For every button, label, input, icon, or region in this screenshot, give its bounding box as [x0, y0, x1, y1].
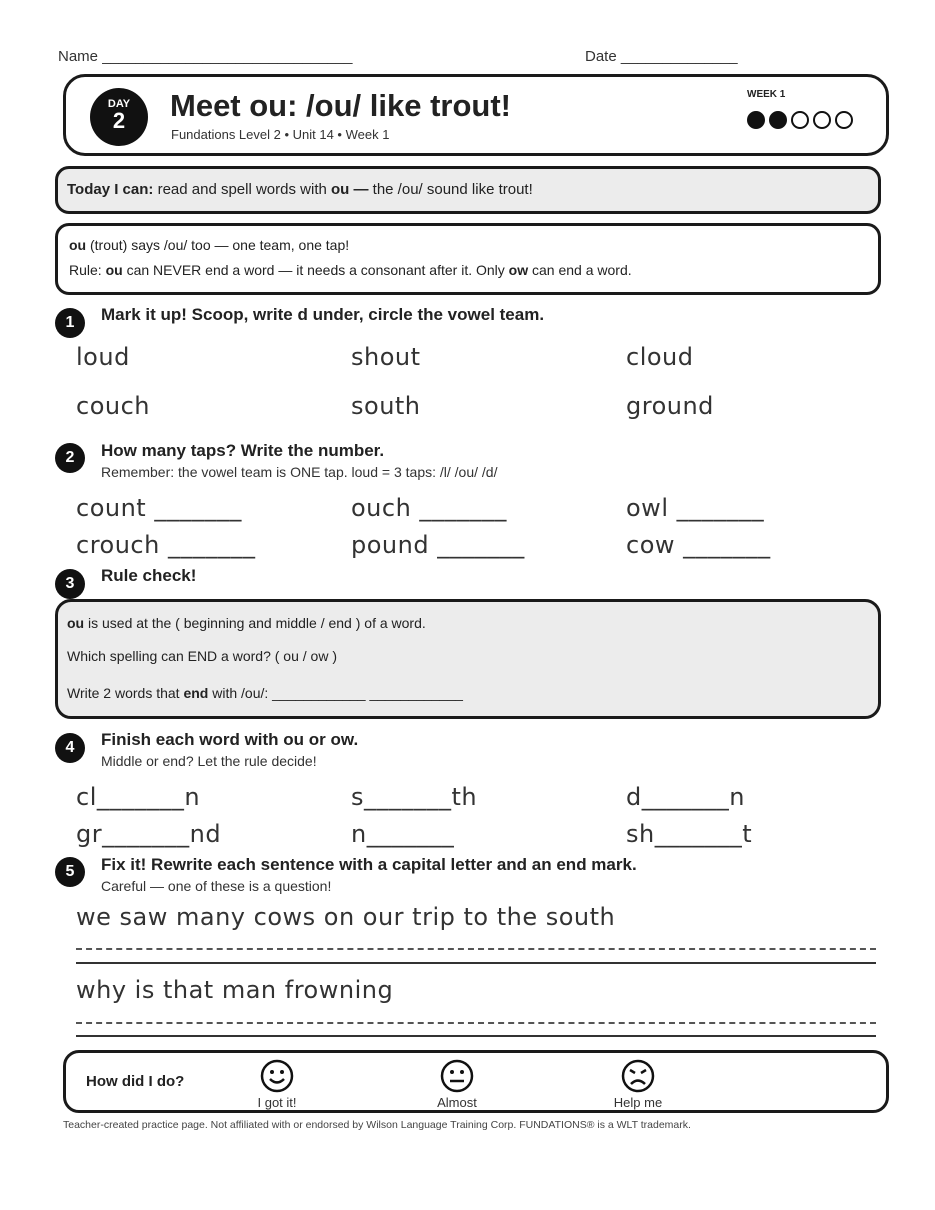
today-text-a: read and spell words with	[153, 181, 331, 198]
week-progress-dots	[747, 111, 857, 129]
q2-tap-item[interactable]: ouch _______	[351, 494, 507, 522]
q1-word[interactable]: shout	[351, 343, 421, 371]
q2-tap-item[interactable]: count _______	[76, 494, 242, 522]
day-number: 2	[112, 108, 126, 133]
question-5-number: 5	[55, 857, 85, 887]
q3-l3-a: Write 2 words that	[67, 685, 184, 701]
week-dot-4	[813, 111, 831, 129]
question-2-title: How many taps? Write the number.	[101, 441, 385, 460]
rule-check-line-2[interactable]: Which spelling can END a word? ( ou / ow )	[67, 648, 337, 664]
week-dot-3	[791, 111, 809, 129]
week-dot-5	[835, 111, 853, 129]
rule-line-1	[69, 237, 349, 253]
q1-word[interactable]: south	[351, 392, 421, 420]
week-label: WEEK 1	[747, 89, 786, 100]
rule-check-line-3[interactable]	[67, 685, 463, 701]
rule-box	[55, 223, 881, 295]
q3-l3-b: with /ou/: ____________ ____________	[208, 685, 463, 701]
q4-word-blank[interactable]: sh_______t	[626, 820, 753, 848]
question-5-subtitle: Careful — one of these is a question!	[101, 878, 332, 894]
question-1-title: Mark it up! Scoop, write d under, circle the vowel team.	[101, 305, 545, 324]
today-bold-dash: —	[349, 181, 369, 198]
today-lead: Today I can:	[67, 181, 154, 198]
self-check-option-label: Help me	[613, 1095, 663, 1110]
week-dot-2	[769, 111, 787, 129]
q5-sentence: why is that man frowning	[76, 976, 394, 1004]
name-label: Name	[58, 48, 99, 65]
sad-face-icon[interactable]	[621, 1059, 655, 1093]
q3-l1-text: is used at the ( beginning and middle / end ) of a word.	[84, 615, 426, 631]
question-4-number: 4	[55, 733, 85, 763]
q1-word[interactable]: cloud	[626, 343, 694, 371]
rule-l2-c: can end a word.	[528, 262, 632, 278]
q1-word[interactable]: ground	[626, 392, 714, 420]
q4-word-blank[interactable]: d_______n	[626, 783, 745, 811]
q4-word-blank[interactable]: gr_______nd	[76, 820, 222, 848]
date-field[interactable]	[585, 48, 738, 65]
week-dot-1	[747, 111, 765, 129]
rule-l2-bold2: ow	[508, 262, 529, 278]
q1-word[interactable]: couch	[76, 392, 150, 420]
writing-base-line[interactable]	[76, 1035, 876, 1037]
q2-tap-item[interactable]: cow _______	[626, 531, 771, 559]
page-subtitle: Fundations Level 2 • Unit 14 • Week 1	[171, 127, 390, 142]
q5-sentence: we saw many cows on our trip to the south	[76, 903, 616, 931]
q2-tap-item[interactable]: owl _______	[626, 494, 765, 522]
self-check-option-label: I got it!	[257, 1095, 297, 1110]
rule-l2-a: Rule:	[69, 262, 106, 278]
q2-tap-item[interactable]: crouch _______	[76, 531, 256, 559]
today-bold-ou: ou	[331, 181, 350, 198]
writing-guide-line[interactable]	[76, 948, 876, 950]
neutral-face-icon[interactable]	[440, 1059, 474, 1093]
q4-word-blank[interactable]: s_______th	[351, 783, 478, 811]
today-text	[67, 181, 533, 198]
question-2-subtitle: Remember: the vowel team is ONE tap. loud = 3 taps: /l/ /ou/ /d/	[101, 464, 498, 480]
self-check-label: How did I do?	[86, 1073, 185, 1090]
rule-check-line-1[interactable]	[67, 615, 426, 631]
question-4-title: Finish each word with ou or ow.	[101, 730, 359, 749]
name-field[interactable]	[58, 48, 352, 65]
question-3-title: Rule check!	[101, 566, 197, 585]
question-1-number: 1	[55, 308, 85, 338]
rule-l2-bold1: ou	[105, 262, 123, 278]
day-label: DAY	[107, 98, 131, 110]
rule-l2-b: can NEVER end a word — it needs a consonant after it. Only	[122, 262, 509, 278]
q1-word[interactable]: loud	[76, 343, 130, 371]
self-check-option-label: Almost	[437, 1095, 477, 1110]
q4-word-blank[interactable]: cl_______n	[76, 783, 201, 811]
footer-disclaimer: Teacher-created practice page. Not affiliated with or endorsed by Wilson Language Training Corp. FUNDATIONS® is a WLT trademark.	[63, 1119, 691, 1131]
page-title: Meet ou: /ou/ like trout!	[170, 88, 511, 123]
q2-tap-item[interactable]: pound _______	[351, 531, 525, 559]
writing-guide-line[interactable]	[76, 1022, 876, 1024]
date-line: ______________	[620, 48, 738, 65]
happy-face-icon[interactable]	[260, 1059, 294, 1093]
date-label: Date	[585, 48, 617, 65]
q3-l3-bold: end	[183, 685, 209, 701]
rule-l1-text: (trout) says /ou/ too — one team, one tap!	[86, 237, 350, 253]
writing-base-line[interactable]	[76, 962, 876, 964]
question-3-number: 3	[55, 569, 85, 599]
name-line: ______________________________	[102, 48, 353, 65]
rule-line-2	[69, 262, 632, 278]
q3-l1-bold: ou	[67, 615, 85, 631]
q4-word-blank[interactable]: n_______	[351, 820, 455, 848]
question-5-title: Fix it! Rewrite each sentence with a capital letter and an end mark.	[101, 855, 637, 874]
question-4-subtitle: Middle or end? Let the rule decide!	[101, 753, 317, 769]
question-2-number: 2	[55, 443, 85, 473]
rule-l1-bold: ou	[69, 237, 87, 253]
day-badge	[90, 88, 148, 146]
today-text-b: the /ou/ sound like trout!	[368, 181, 533, 198]
